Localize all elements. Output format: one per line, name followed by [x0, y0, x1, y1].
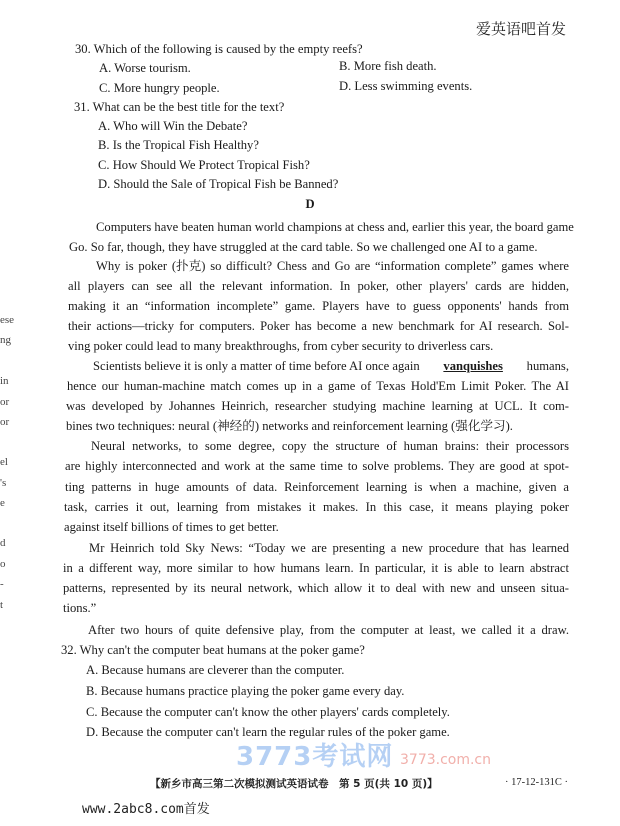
- margin-fragment: or: [0, 396, 10, 408]
- margin-fragment: e: [0, 497, 5, 509]
- q32-stem: 32. Why can't the computer beat humans at the poker game?: [61, 643, 365, 657]
- passage-line: all players can see all the relevant information. In poker, other players' cards are hidden,: [68, 279, 569, 293]
- q31-option-c: C. How Should We Protect Tropical Fish?: [98, 158, 310, 172]
- passage-line: against itself billions of times to get better.: [64, 520, 279, 534]
- margin-fragment: ng: [0, 334, 11, 346]
- watermark-url: 3773.com.cn: [400, 752, 491, 768]
- margin-fragment: 's: [0, 477, 7, 489]
- q30-stem: 30. Which of the following is caused by the empty reefs?: [75, 42, 363, 56]
- passage-line: Why is poker (扑克) so difficult? Chess and Go are “information complete” games where: [96, 259, 569, 273]
- passage-line: Go. So far, though, they have struggled at the card table. So we challenged one AI to a game.: [69, 240, 538, 254]
- passage-line: [93, 358, 569, 374]
- q31-option-d: D. Should the Sale of Tropical Fish be Banned?: [98, 177, 339, 191]
- passage-line: are highly interconnected and work at the same time to solve problems. They are good at spot-: [65, 459, 569, 473]
- margin-fragment: ese: [0, 314, 15, 326]
- margin-fragment: d: [0, 537, 6, 549]
- margin-fragment: -: [0, 578, 4, 590]
- passage-line: patterns, represented by its neural network, which allow it to deal with new and unseen situa-: [63, 581, 569, 595]
- section-heading: D: [305, 197, 315, 211]
- watermark-logo: 3773考试网: [236, 742, 394, 772]
- q31-option-a: A. Who will Win the Debate?: [98, 119, 248, 133]
- passage-line: bines two techniques: neural (神经的) networks and reinforcement learning (强化学习).: [66, 419, 513, 433]
- passage-line: making it an “information incomplete” game. Players have to guess opponents' hands from: [68, 299, 569, 313]
- passage-line: in a different way, more similar to how humans learn. In particular, it is able to learn abstract: [63, 561, 569, 575]
- passage-line: their actions—tricky for computers. Poker has become a new benchmark for AI research. Sol-: [68, 319, 569, 333]
- passage-line: Computers have beaten human world champions at chess and, earlier this year, the board game: [96, 220, 574, 234]
- passage-line: Neural networks, to some degree, copy the structure of human brains: their processors: [91, 439, 569, 453]
- margin-fragment: in: [0, 375, 9, 387]
- passage-line: hence our human-machine match comes up in a game of Texas Hold'Em Limit Poker. The AI: [67, 379, 569, 393]
- q32-option-a: A. Because humans are cleverer than the computer.: [86, 663, 345, 677]
- q31-stem: 31. What can be the best title for the text?: [74, 100, 285, 114]
- passage-line: ving poker could lead to many breakthroughs, from cyber security to driverless cars.: [68, 339, 494, 353]
- passage-line: Mr Heinrich told Sky News: “Today we are presenting a new procedure that has learned: [89, 541, 569, 555]
- underlined-word: vanquishes: [443, 359, 503, 373]
- passage-line: After two hours of quite defensive play, from the computer at least, we called it a draw.: [88, 623, 569, 637]
- q30-option-b: B. More fish death.: [339, 59, 437, 73]
- passage-line: task, carries it out, learning from mistakes it makes. In this case, it means playing poker: [64, 500, 569, 514]
- margin-fragment: o: [0, 558, 6, 570]
- footer-code: · 17-12-131C ·: [505, 777, 568, 788]
- passage-text: humans,: [526, 359, 569, 373]
- margin-fragment: t: [0, 599, 4, 611]
- q32-option-d: D. Because the computer can't learn the regular rules of the poker game.: [86, 725, 450, 739]
- footer-title: 【新乡市高三第二次模拟测试英语试卷 第 5 页(共 10 页)】: [150, 778, 438, 790]
- header-mark: 爱英语吧首发: [476, 20, 567, 38]
- passage-line: ting patterns in huge amounts of data. Reinforcement learning is when a machine, given a: [65, 480, 569, 494]
- passage-line: was developed by Johannes Heinrich, researcher studying machine learning at UCL. It com-: [66, 399, 569, 413]
- q31-option-b: B. Is the Tropical Fish Healthy?: [98, 138, 259, 152]
- margin-fragment: el: [0, 456, 8, 468]
- passage-text: Scientists believe it is only a matter of time before AI once again: [93, 359, 420, 373]
- q32-option-c: C. Because the computer can't know the other players' cards completely.: [86, 705, 450, 719]
- q30-option-d: D. Less swimming events.: [339, 79, 473, 93]
- q32-option-b: B. Because humans practice playing the poker game every day.: [86, 684, 405, 698]
- passage-line: tions.”: [63, 601, 97, 615]
- footer-site: www.2abc8.com首发: [82, 802, 210, 817]
- q30-option-c: C. More hungry people.: [99, 81, 220, 95]
- q30-option-a: A. Worse tourism.: [99, 61, 191, 75]
- margin-fragment: or: [0, 416, 10, 428]
